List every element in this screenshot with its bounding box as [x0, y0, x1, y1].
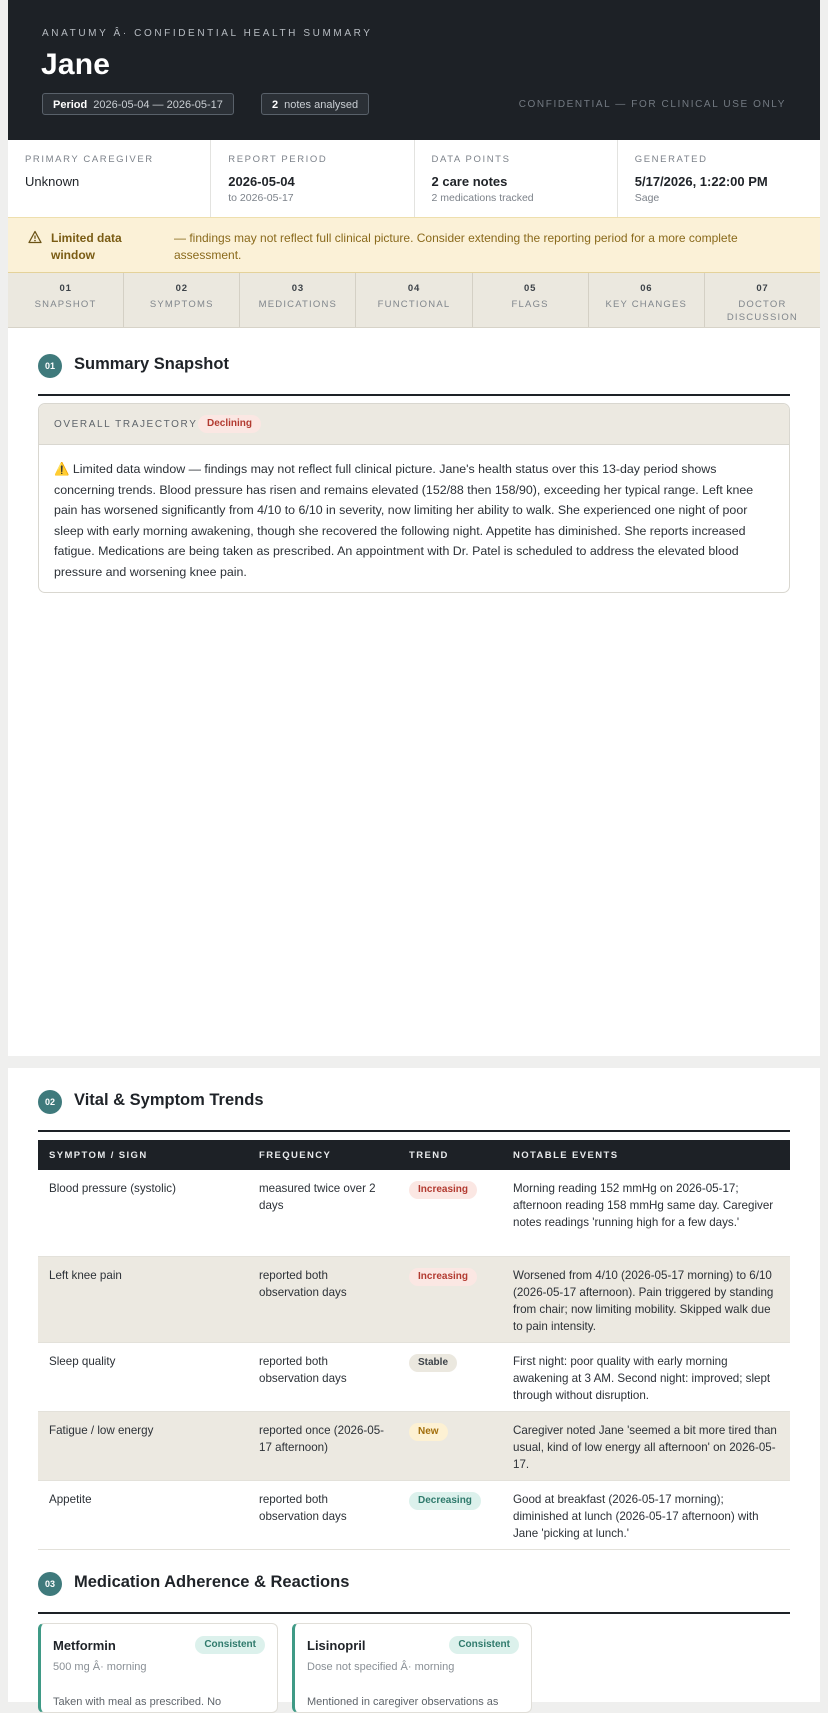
medication-card-metformin — [38, 1623, 278, 1713]
section-nav — [8, 273, 820, 328]
table-header-row — [38, 1140, 790, 1170]
tab-number: 07 — [756, 283, 769, 294]
section-title: Medication Adherence & Reactions — [74, 1573, 350, 1591]
section-title: Vital & Symptom Trends — [74, 1091, 264, 1109]
medication-dose: Dose not specified Â· morning — [307, 1661, 455, 1673]
section-number-badge: 02 — [38, 1090, 62, 1114]
meta-value: 5/17/2026, 1:22:00 PM — [634, 174, 768, 189]
meta-report-period — [211, 140, 414, 217]
trajectory-badge: Declining — [198, 415, 261, 433]
meta-row — [8, 140, 820, 217]
notable-events: Worsened from 4/10 (2026-05-17 morning) to 6/10 (2026-05-17 afternoon). Pain triggered by standing from chair; now limiting mobility. Skipped walk due to pain intensity. — [502, 1256, 790, 1342]
meta-caregiver — [8, 140, 211, 217]
trend-badge: Decreasing — [409, 1492, 481, 1510]
notable-events: Good at breakfast (2026-05-17 morning); diminished at lunch (2026-05-17 afternoon) with Jane 'picking at lunch.' — [502, 1480, 790, 1549]
trajectory-card-header — [39, 404, 789, 445]
notable-events: Caregiver noted Jane 'seemed a bit more tired than usual, kind of low energy all afternoon' on 2026-05-17. — [502, 1411, 790, 1480]
tab-number: 01 — [59, 283, 72, 294]
meta-sub: Sage — [634, 192, 660, 204]
meta-generated — [618, 140, 820, 217]
tab-label: KEY CHANGES — [605, 299, 688, 310]
tab-symptoms[interactable] — [124, 273, 240, 327]
report-header — [8, 0, 820, 140]
tab-label: FLAGS — [511, 299, 549, 310]
trend-badge: Increasing — [409, 1181, 477, 1199]
meta-data-points — [415, 140, 618, 217]
meta-label: PRIMARY CAREGIVER — [25, 154, 154, 165]
tab-medications[interactable] — [240, 273, 356, 327]
medication-name: Metformin — [53, 1638, 116, 1653]
trend-cell — [398, 1256, 502, 1342]
period-pill — [42, 93, 234, 115]
warning-title: Limited data window — [51, 231, 122, 262]
symptoms-section-header — [38, 1090, 790, 1132]
table-row — [38, 1411, 790, 1480]
trends-panel — [8, 1068, 820, 1708]
column-header: NOTABLE EVENTS — [502, 1140, 790, 1170]
symptom-name: Appetite — [38, 1480, 248, 1549]
table-row — [38, 1480, 790, 1549]
section-number-badge: 03 — [38, 1572, 62, 1596]
patient-name: Jane — [41, 48, 111, 81]
warning-emoji-icon: ⚠️ — [54, 462, 70, 476]
notable-events: Morning reading 152 mmHg on 2026-05-17; afternoon reading 158 mmHg same day. Caregiver notes readings 'running high for a few days.' — [502, 1170, 790, 1256]
warning-text: — findings may not reflect full clinical picture. Consider extending the reporting period for a more complete assessment. — [174, 231, 738, 262]
section-number-badge: 01 — [38, 354, 62, 378]
table-row — [38, 1342, 790, 1411]
medication-note: Mentioned in caregiver observations as — [307, 1696, 499, 1708]
tab-number: 03 — [291, 283, 304, 294]
notes-label: notes analysed — [284, 99, 359, 111]
meta-label: DATA POINTS — [431, 154, 511, 165]
trend-cell — [398, 1342, 502, 1411]
trajectory-summary — [39, 445, 789, 582]
trend-cell — [398, 1411, 502, 1480]
symptom-frequency: reported both observation days — [248, 1480, 398, 1549]
medication-card-lisinopril — [292, 1623, 532, 1713]
trend-badge: Stable — [409, 1354, 457, 1372]
notes-count: 2 — [272, 99, 279, 111]
trend-cell — [398, 1170, 502, 1256]
adherence-badge: Consistent — [449, 1636, 519, 1654]
table-row — [38, 1256, 790, 1342]
tab-label: MEDICATIONS — [258, 299, 338, 310]
confidential-notice: CONFIDENTIAL — FOR CLINICAL USE ONLY — [518, 99, 786, 110]
meta-value: Unknown — [25, 174, 80, 189]
tab-snapshot[interactable] — [8, 273, 124, 327]
trend-badge: Increasing — [409, 1268, 477, 1286]
symptom-name: Sleep quality — [38, 1342, 248, 1411]
period-label: Period — [53, 99, 88, 111]
column-header: FREQUENCY — [248, 1140, 398, 1170]
snapshot-section-header — [38, 354, 790, 396]
symptom-name: Left knee pain — [38, 1256, 248, 1342]
trajectory-label: OVERALL TRAJECTORY — [54, 419, 198, 430]
medication-dose: 500 mg Â· morning — [53, 1661, 147, 1673]
meta-sub: 2 medications tracked — [431, 192, 534, 204]
limited-data-warning — [8, 217, 820, 273]
tab-number: 04 — [407, 283, 421, 294]
medication-name: Lisinopril — [307, 1638, 366, 1653]
tab-functional[interactable] — [356, 273, 472, 327]
medications-section-header — [38, 1572, 790, 1614]
tab-label: SYMPTOMS — [149, 299, 214, 310]
meta-value: 2 care notes — [431, 174, 508, 189]
brand-line: ANATUMY Â· CONFIDENTIAL HEALTH SUMMARY — [42, 28, 373, 39]
table-row — [38, 1170, 790, 1256]
column-header: TREND — [398, 1140, 502, 1170]
meta-sub: to 2026-05-17 — [228, 192, 294, 204]
symptom-table — [38, 1140, 790, 1550]
column-header: SYMPTOM / SIGN — [38, 1140, 248, 1170]
meta-label: GENERATED — [634, 154, 708, 165]
symptom-name: Fatigue / low energy — [38, 1411, 248, 1480]
notes-pill — [261, 93, 369, 115]
tab-number: 05 — [524, 283, 537, 294]
tab-label: DOCTOR DISCUSSION — [726, 299, 798, 323]
symptom-frequency: reported both observation days — [248, 1256, 398, 1342]
section-title: Summary Snapshot — [74, 355, 229, 373]
meta-value: 2026-05-04 — [228, 174, 295, 189]
tab-key-changes[interactable] — [589, 273, 705, 327]
meta-label: REPORT PERIOD — [228, 154, 328, 165]
symptom-frequency: reported both observation days — [248, 1342, 398, 1411]
tab-flags[interactable] — [473, 273, 589, 327]
tab-doctor-discussion[interactable] — [705, 273, 820, 327]
medication-note: Taken with meal as prescribed. No — [53, 1696, 222, 1708]
tab-number: 02 — [175, 283, 188, 294]
notable-events: First night: poor quality with early morning awakening at 3 AM. Second night: improved; slept through without disruption. — [502, 1342, 790, 1411]
symptom-frequency: reported once (2026-05-17 afternoon) — [248, 1411, 398, 1480]
tab-label: SNAPSHOT — [34, 299, 97, 310]
tab-number: 06 — [640, 283, 653, 294]
adherence-badge: Consistent — [195, 1636, 265, 1654]
summary-text: Limited data window — findings may not reflect full clinical picture. Jane's health status over this 13-day period shows concerning trends. Blood pressure has risen and remains elevated (152/88 then 158/90), exceeding her typical range. Left knee pain has worsened significantly from 4/10 to 6/10 in severity, now limiting her ability to walk. She experienced one night of poor sleep with early morning awakening, though she recovered the following night. Appetite has diminished. She reports increased fatigue. Medications are being taken as prescribed. An appointment with Dr. Patel is scheduled to address the elevated blood pressure and worsening knee pain. — [54, 462, 754, 579]
symptom-frequency: measured twice over 2 days — [248, 1170, 398, 1256]
tab-label: FUNCTIONAL — [377, 299, 451, 310]
snapshot-panel — [8, 328, 820, 1056]
symptom-name: Blood pressure (systolic) — [38, 1170, 248, 1256]
trend-cell — [398, 1480, 502, 1549]
trend-badge: New — [409, 1423, 448, 1441]
trajectory-card — [38, 403, 790, 593]
warning-triangle-icon — [28, 230, 42, 249]
period-value: 2026-05-04 — 2026-05-17 — [93, 99, 223, 111]
